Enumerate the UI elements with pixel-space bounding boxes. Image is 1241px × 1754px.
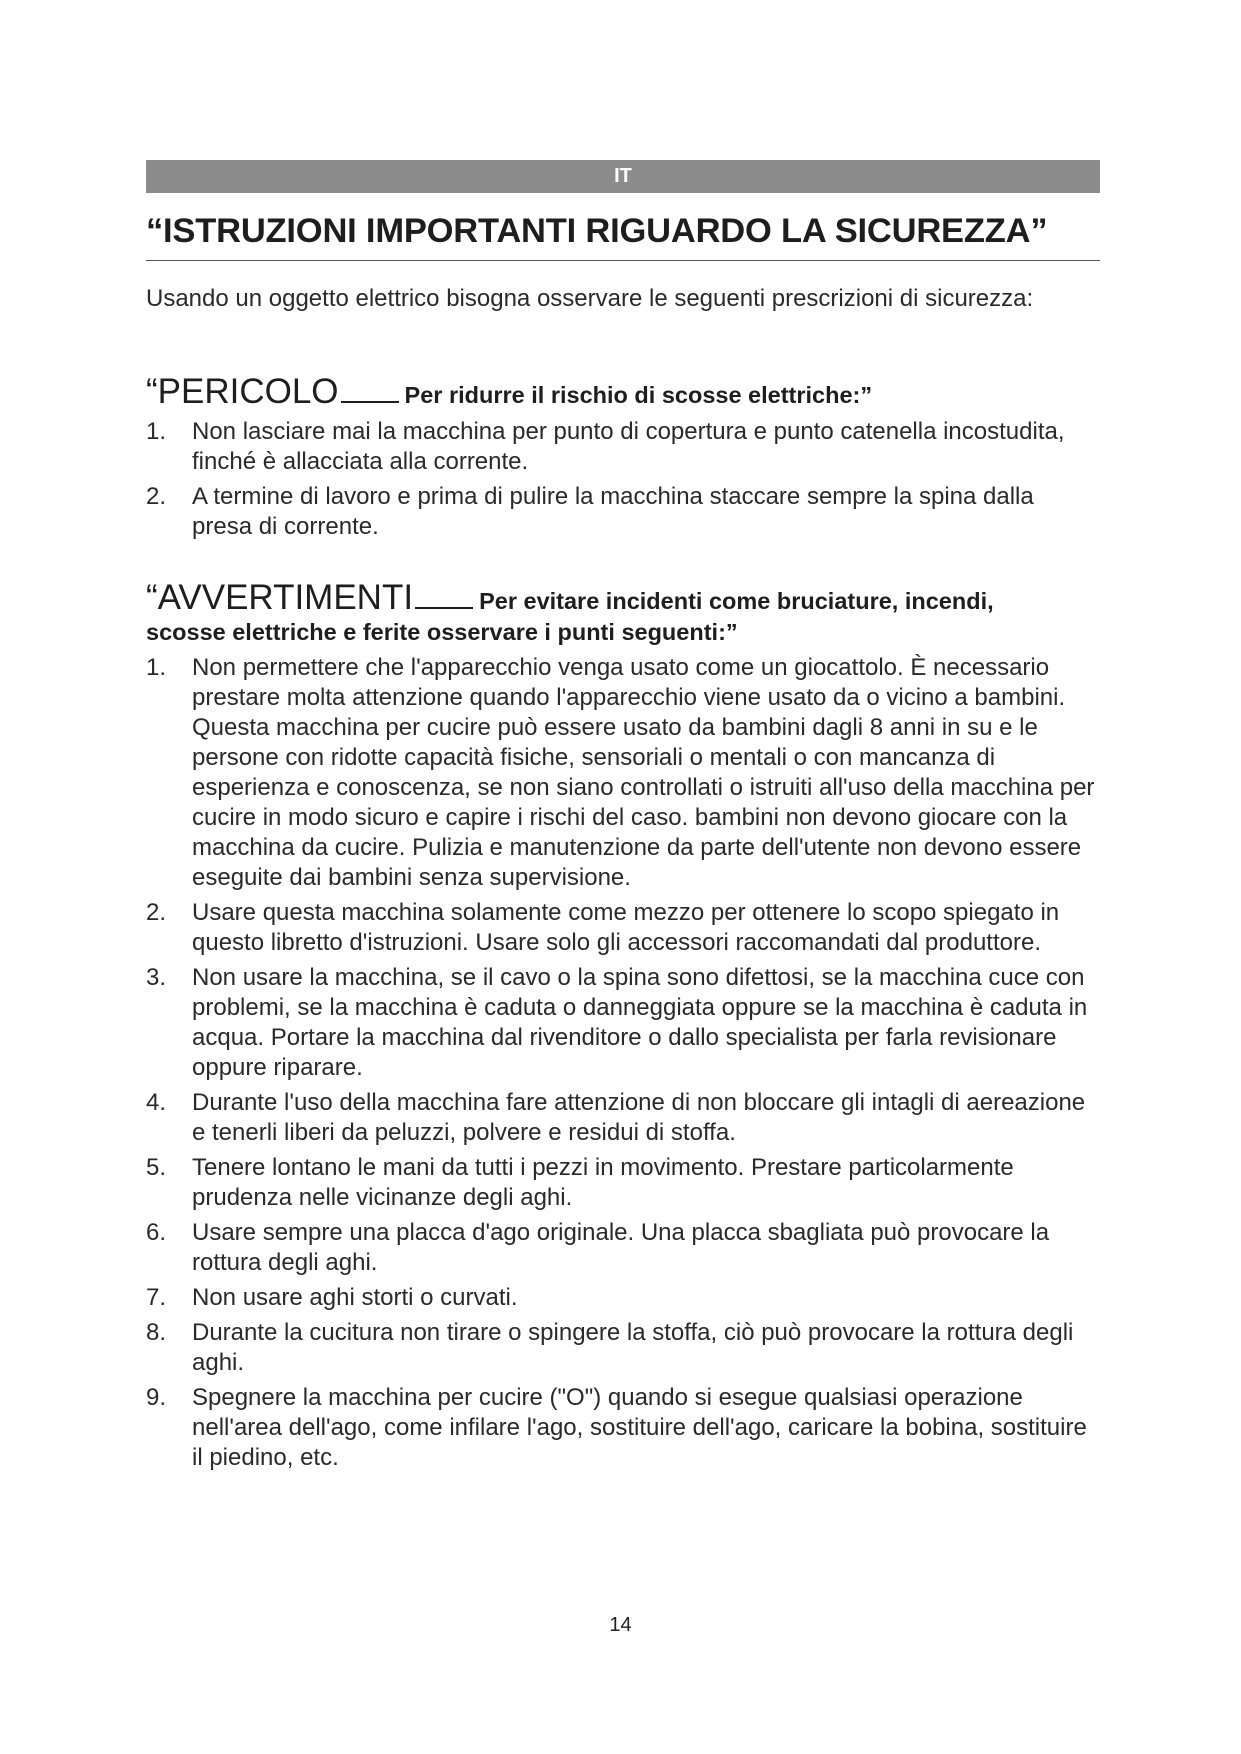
item-number: 4. [146,1089,167,1116]
page-number: 14 [609,1614,632,1636]
item-number: 2. [146,899,167,926]
danger-label: “PERICOLO [146,372,339,411]
warnings-subtitle-line1: Per evitare incidenti come bruciature, incendi, [479,588,994,614]
item-text: Spegnere la macchina per cucire ("O") quando si esegue qualsiasi operazione nell'area dell'ago, come infilare l'ago, sostituire dell'ago, caricare la bobina, sostituire il piedino, etc. [192,1384,1087,1471]
heading-underline [415,607,473,609]
item-text: Non lasciare mai la macchina per punto di copertura e punto catenella incostudita, finché è allacciata alla corrente. [192,418,1065,475]
item-number: 1. [146,418,167,445]
item-number: 2. [146,483,167,510]
item-number: 6. [146,1219,167,1246]
title-divider [146,260,1100,261]
list-item [146,963,1096,1083]
warnings-list [146,653,1096,1478]
item-number: 9. [146,1384,167,1411]
item-text: A termine di lavoro e prima di pulire la macchina staccare sempre la spina dalla presa di corrente. [192,483,1034,540]
item-text: Usare questa macchina solamente come mezzo per ottenere lo scopo spiegato in questo libretto d'istruzioni. Usare solo gli accessori raccomandati dal produttore. [192,899,1060,956]
item-number: 7. [146,1284,167,1311]
list-item [146,1218,1096,1278]
list-item [146,1283,1096,1313]
warnings-heading [146,578,994,618]
item-text: Durante la cucitura non tirare o spingere la stoffa, ciò può provocare la rottura degli aghi. [192,1319,1074,1376]
danger-heading [146,372,872,412]
warnings-subtitle-line2: scosse elettriche e ferite osservare i punti seguenti:” [146,619,738,645]
item-text: Non permettere che l'apparecchio venga usato come un giocattolo. È necessario prestare molta attenzione quando l'apparecchio viene usato da o vicino a bambini. Questa macchina per cucire può essere usato da bambini dagli 8 anni in su e le persone con ridotte capacità fisiche, sensoriali o mentali o con mancanza di esperienza e conoscenza, se non siano controllati o istruiti all'uso della macchina per cucire in modo sicuro e capire i rischi del caso. bambini non devono giocare con la macchina da cucire. Pulizia e manutenzione da parte dell'utente non devono essere eseguite dai bambini senza supervisione. [192,654,1095,891]
item-number: 3. [146,964,167,991]
item-number: 5. [146,1154,167,1181]
danger-subtitle: Per ridurre il rischio di scosse elettriche:” [404,382,873,408]
danger-list [146,417,1096,547]
item-text: Non usare la macchina, se il cavo o la spina sono difettosi, se la macchina cuce con problemi, se la macchina è caduta o danneggiata oppure se la macchina è caduta in acqua. Portare la macchina dal rivenditore o dallo specialista per farla revisionare oppure riparare. [192,964,1088,1081]
item-text: Non usare aghi storti o curvati. [192,1284,518,1311]
list-item [146,1088,1096,1148]
item-text: Durante l'uso della macchina fare attenzione di non bloccare gli intagli di aereazione e tenerli liberi da peluzzi, polvere e residui di stoffa. [192,1089,1086,1146]
page-title: “ISTRUZIONI IMPORTANTI RIGUARDO LA SICUREZZA” [146,212,1048,250]
list-item [146,1153,1096,1213]
list-item [146,1318,1096,1378]
item-number: 1. [146,654,167,681]
item-text: Usare sempre una placca d'ago originale. Una placca sbagliata può provocare la rottura degli aghi. [192,1219,1050,1276]
language-tab: IT [146,160,1100,193]
list-item [146,898,1096,958]
list-item [146,653,1096,893]
item-text: Tenere lontano le mani da tutti i pezzi in movimento. Prestare particolarmente prudenza nelle vicinanze degli aghi. [192,1154,1014,1211]
list-item [146,1383,1096,1473]
intro-paragraph: Usando un oggetto elettrico bisogna osservare le seguenti prescrizioni di sicurezza: [146,285,1034,312]
list-item [146,417,1096,477]
item-number: 8. [146,1319,167,1346]
heading-underline [341,401,399,403]
warnings-label: “AVVERTIMENTI [146,578,414,617]
list-item [146,482,1096,542]
